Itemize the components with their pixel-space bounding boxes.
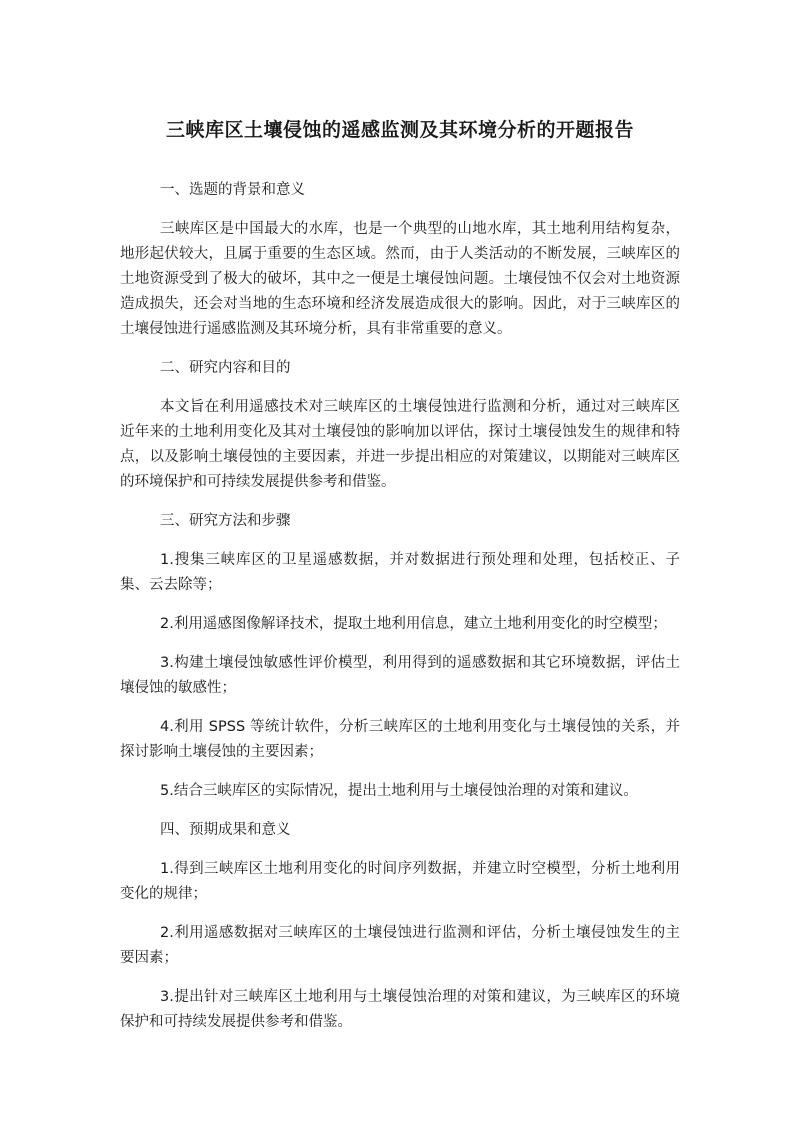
- paragraph: 3.构建土壤侵蚀敏感性评价模型，利用得到的遥感数据和其它环境数据，评估土壤侵蚀的敏感性；: [120, 655, 680, 696]
- section-heading: 四、预期成果和意义: [160, 822, 291, 838]
- section-heading: 三、研究方法和步骤: [160, 513, 291, 529]
- paragraph: 2.利用遥感图像解译技术，提取土地利用信息，建立土地利用变化的时空模型；: [160, 616, 667, 632]
- document-body: [120, 178, 680, 1049]
- paragraph: 1.搜集三峡库区的卫星遥感数据，并对数据进行预处理和处理，包括校正、子集、云去除等；: [120, 552, 680, 593]
- paragraph: 3.提出针对三峡库区土地利用与土壤侵蚀治理的对策和建议，为三峡库区的环境保护和可持续发展提供参考和借鉴。: [120, 989, 680, 1030]
- section-heading: 二、研究内容和目的: [160, 360, 291, 376]
- paragraph: 1.得到三峡库区土地利用变化的时间序列数据，并建立时空模型，分析土地利用变化的规律；: [120, 861, 680, 902]
- section-heading: 一、选题的背景和意义: [160, 182, 305, 198]
- document-title: 三峡库区土壤侵蚀的遥感监测及其环境分析的开题报告: [165, 119, 634, 141]
- paragraph: 三峡库区是中国最大的水库，也是一个典型的山地水库，其土地利用结构复杂，地形起伏较大，且属于重要的生态区域。然而，由于人类活动的不断发展，三峡库区的土地资源受到了极大的破坏，其中之一便是土壤侵蚀问题。土壤侵蚀不仅会对土地资源造成损失，还会对当地的生态环境和经济发展造成很大的影响。因此，对于三峡库区的土壤侵蚀进行遥感监测及其环境分析，具有非常重要的意义。: [120, 221, 680, 337]
- paragraph: 5.结合三峡库区的实际情况，提出土地利用与土壤侵蚀治理的对策和建议。: [160, 783, 638, 799]
- paragraph: 本文旨在利用遥感技术对三峡库区的土壤侵蚀进行监测和分析，通过对三峡库区近年来的土地利用变化及其对土壤侵蚀的影响加以评估，探讨土壤侵蚀发生的规律和特点，以及影响土壤侵蚀的主要因素，并进一步提出相应的对策建议，以期能对三峡库区的环境保护和可持续发展提供参考和借鉴。: [120, 399, 680, 490]
- paragraph: 4.利用 SPSS 等统计软件，分析三峡库区的土地利用变化与土壤侵蚀的关系，并探讨影响土壤侵蚀的主要因素；: [120, 719, 680, 760]
- paragraph: 2.利用遥感数据对三峡库区的土壤侵蚀进行监测和评估，分析土壤侵蚀发生的主要因素；: [120, 925, 680, 966]
